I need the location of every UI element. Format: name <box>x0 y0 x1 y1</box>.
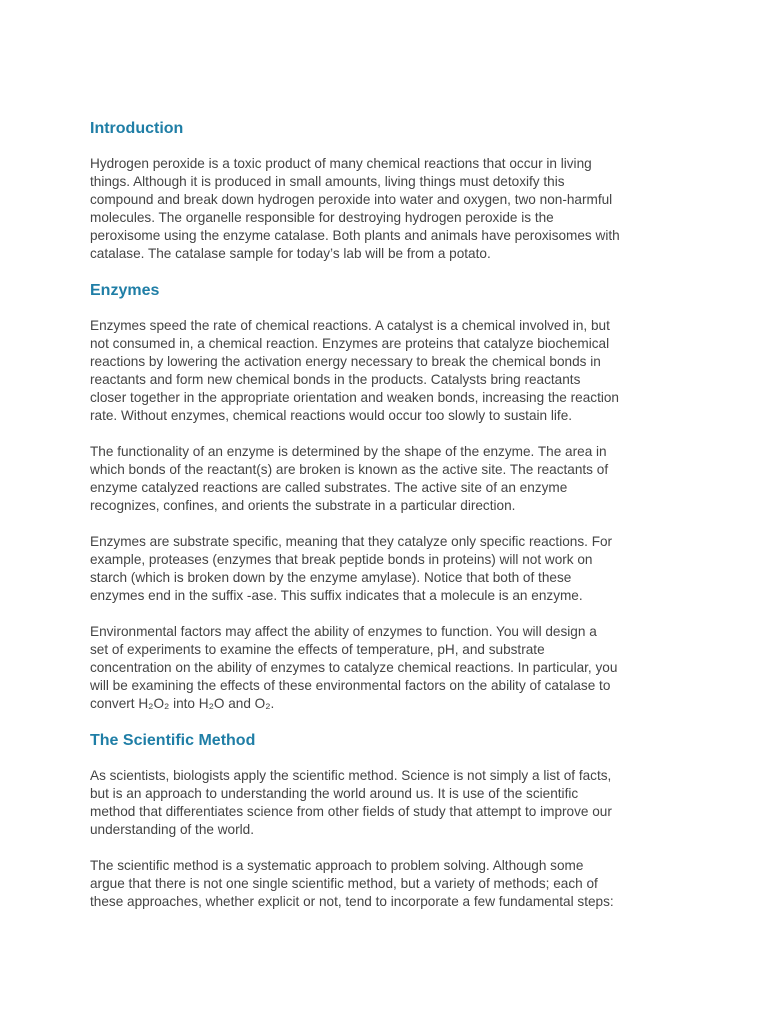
text-line: Enzymes are substrate specific, meaning that they catalyze only specific reactions. For <box>90 534 613 549</box>
text-line: reactions by lowering the activation energy necessary to break the chemical bonds in <box>90 354 601 369</box>
text-line: The scientific method is a systematic approach to problem solving. Although some <box>90 858 584 873</box>
text-line: starch (which is broken down by the enzyme amylase). Notice that both of these <box>90 570 572 585</box>
text-line: The functionality of an enzyme is determined by the shape of the enzyme. The area in <box>90 444 607 459</box>
text-line: but is an approach to understanding the world around us. It is use of the scientific <box>90 786 579 801</box>
document-page <box>90 119 690 911</box>
text-line: argue that there is not one single scientific method, but a variety of methods; each of <box>90 876 598 891</box>
text-line: convert H₂O₂ into H₂O and O₂. <box>90 696 275 711</box>
text-line: understanding of the world. <box>90 822 254 837</box>
text-line: concentration on the ability of enzymes to catalyze chemical reactions. In particular, you <box>90 660 618 675</box>
paragraph-introduction-1 <box>90 155 690 263</box>
paragraph-enzymes-4 <box>90 623 690 713</box>
text-line: Hydrogen peroxide is a toxic product of many chemical reactions that occur in living <box>90 156 592 171</box>
section-heading-enzymes: Enzymes <box>90 282 160 299</box>
text-line: things. Although it is produced in small amounts, living things must detoxify this <box>90 174 565 189</box>
text-line: closer together in the appropriate orientation and weaken bonds, increasing the reaction <box>90 390 619 405</box>
text-line: rate. Without enzymes, chemical reactions would occur too slowly to sustain life. <box>90 408 573 423</box>
text-line: molecules. The organelle responsible for destroying hydrogen peroxide is the <box>90 210 554 225</box>
text-line: example, proteases (enzymes that break peptide bonds in proteins) will not work on <box>90 552 593 567</box>
text-line: peroxisome using the enzyme catalase. Both plants and animals have peroxisomes with <box>90 228 620 243</box>
text-line: not consumed in, a chemical reaction. Enzymes are proteins that catalyze biochemical <box>90 336 610 351</box>
text-line: Environmental factors may affect the ability of enzymes to function. You will design a <box>90 624 597 639</box>
section-heading-scientific-method: The Scientific Method <box>90 732 256 749</box>
text-line: set of experiments to examine the effects of temperature, pH, and substrate <box>90 642 545 657</box>
paragraph-scientific-method-1 <box>90 767 690 839</box>
text-line: compound and break down hydrogen peroxide into water and oxygen, two non-harmful <box>90 192 613 207</box>
text-line: recognizes, confines, and orients the substrate in a particular direction. <box>90 498 516 513</box>
text-line: As scientists, biologists apply the scientific method. Science is not simply a list of facts, <box>90 768 612 783</box>
text-line: enzymes end in the suffix -ase. This suffix indicates that a molecule is an enzyme. <box>90 588 583 603</box>
text-line: which bonds of the reactant(s) are broken is known as the active site. The reactants of <box>90 462 609 477</box>
text-line: reactants and form new chemical bonds in the products. Catalysts bring reactants <box>90 372 581 387</box>
text-line: these approaches, whether explicit or not, tend to incorporate a few fundamental steps: <box>90 894 614 909</box>
text-line: will be examining the effects of these environmental factors on the ability of catalase to <box>90 678 611 693</box>
paragraph-enzymes-2 <box>90 443 690 515</box>
text-line: Enzymes speed the rate of chemical reactions. A catalyst is a chemical involved in, but <box>90 318 610 333</box>
text-line: method that differentiates science from other fields of study that attempt to improve our <box>90 804 612 819</box>
text-line: enzyme catalyzed reactions are called substrates. The active site of an enzyme <box>90 480 568 495</box>
paragraph-enzymes-1 <box>90 317 690 425</box>
paragraph-enzymes-3 <box>90 533 690 605</box>
text-line: catalase. The catalase sample for today’s lab will be from a potato. <box>90 246 491 261</box>
paragraph-scientific-method-2 <box>90 857 690 911</box>
section-heading-introduction: Introduction <box>90 120 184 137</box>
